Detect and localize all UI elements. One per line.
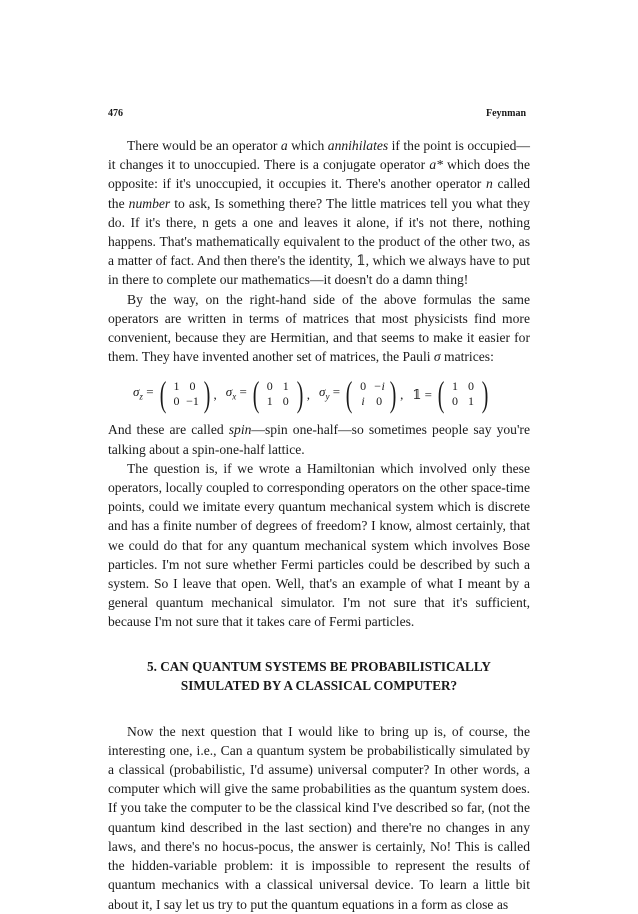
paragraph-spin: And these are called spin—spin one-half—so sometimes people say you're talking about a spin-one-half lattice.: [108, 422, 530, 457]
matrix-identity: 𝟙 = ( 1 0 0 1 ): [412, 374, 489, 415]
matrix-sigma-y: $\sigma_y$ = ( 0 −i i 0 ) ,: [319, 374, 404, 415]
paragraph-classical-simulation: Now the next question that I would like to bring up is, of course, the interesting one, i.e., Can a quantum system be probabilistically simulated by a classical (probabilistic, I'd assume) universal computer? In other words, a computer which will give the same probabilities as the quantum system does. If you take the computer to be the classical kind I've described so far, (not the quantum kind described in the last section) and there're no changes in any laws, and there's no hocus-pocus, the answer is certainly, No! This is called the hidden-variable problem: it is impossible to represent the results of quantum mechanics with a classical universal device. To learn a little bit about it, I say let us try to put the quantum equations in a form as close as: [108, 723, 530, 912]
pauli-matrices-equation: [133, 374, 530, 415]
matrix-sigma-x: $\sigma_x$ = ( 0 1 1 0 ) ,: [225, 374, 311, 415]
running-author: Feynman: [486, 108, 526, 119]
running-head: [108, 108, 526, 119]
paragraph-operators: There would be an operator a which annihilates if the point is occupied—it changes it to unoccupied. There is a conjugate operator a* which does the opposite: if it's unoccupied, it occupies it. There's another operator n called the number to ask, Is something there? The little matrices tell you what they do. If it's there, n gets a one and leaves it alone, if it's not there, nothing happens. That's mathematically equivalent to the product of the other two, as a matter of fact. And then there's the identity, 𝟙, which we always have to put in there to complete our mathematics—it doesn't do a damn thing!: [108, 138, 531, 288]
paragraph-pauli-intro: By the way, on the right-hand side of the above formulas the same operators are written in terms of matrices that most physicists find more convenient, because they are Hermitian, and that seems to make it easier for them. They have invented another set of matrices, the Pauli σ matrices:: [108, 291, 530, 365]
section-heading-line-2: SIMULATED BY A CLASSICAL COMPUTER?: [180, 677, 458, 693]
body-text: [108, 136, 530, 914]
section-heading: [108, 657, 530, 695]
paragraph-hamiltonian: The question is, if we wrote a Hamiltonian which involved only these operators, locally coupled to corresponding operators on the other space-time points, could we imitate every quantum mechanical system which is discrete and has a finite number of degrees of freedom? I know, almost certainly, that we could do that for any quantum mechanical system which involves Bose particles. I'm not sure whether Fermi particles could be described by such a system. So I leave that open. Well, that's an example of what I meant by a general quantum mechanical simulator. I'm not sure that it's sufficient, because I'm not sure that it takes care of Fermi particles.: [108, 460, 530, 630]
section-heading-line-1: 5. CAN QUANTUM SYSTEMS BE PROBABILISTICALLY: [147, 658, 491, 674]
matrix-sigma-z: $\sigma_z$ = ( 1 0 0 −1 ) ,: [133, 374, 217, 415]
page-number: 476: [108, 108, 123, 119]
